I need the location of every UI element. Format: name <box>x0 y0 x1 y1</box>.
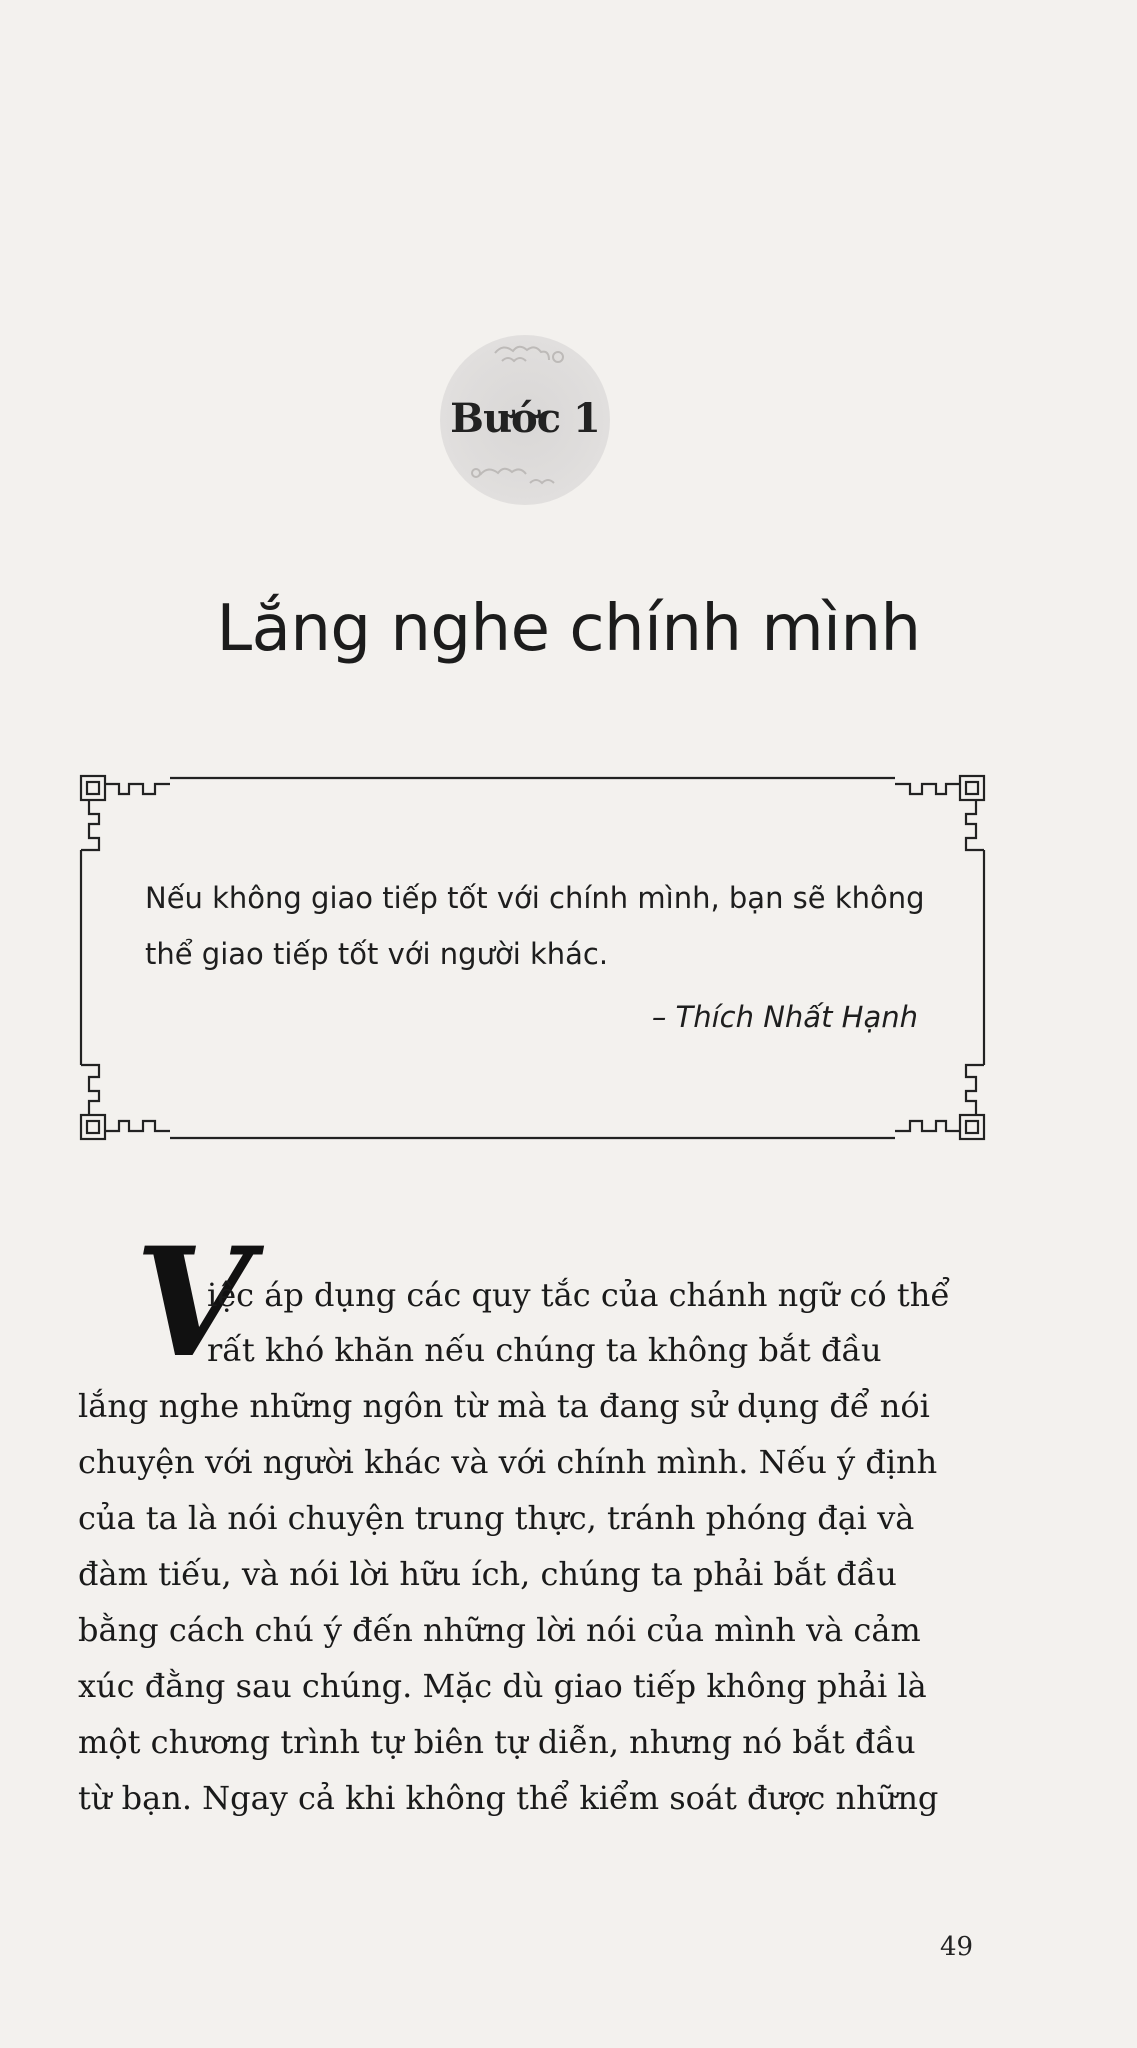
body-line-6: đàm tiếu, và nói lời hữu ích, chúng ta phải bắt đầu <box>78 1555 897 1593</box>
page-number: 49 <box>940 1932 974 1962</box>
body-line-7: bằng cách chú ý đến những lời nói của mình và cảm <box>78 1611 921 1649</box>
drop-cap: V <box>135 1215 252 1391</box>
step-badge <box>440 335 610 505</box>
body-line-9: một chương trình tự biên tự diễn, nhưng nó bắt đầu <box>78 1723 916 1761</box>
body-line-2: rất khó khăn nếu chúng ta không bắt đầu <box>207 1331 882 1369</box>
quote-text: Nếu không giao tiếp tốt với chính mình, bạn sẽ không thể giao tiếp tốt với người khác. <box>145 881 925 971</box>
body-line-8: xúc đằng sau chúng. Mặc dù giao tiếp không phải là <box>78 1667 927 1705</box>
chapter-title: Lắng nghe chính mình <box>216 592 921 666</box>
body-line-3: lắng nghe những ngôn từ mà ta đang sử dụng để nói <box>78 1387 930 1425</box>
body-line-4: chuyện với người khác và với chính mình. Nếu ý định <box>78 1443 938 1481</box>
quote-author: – Thích Nhất Hạnh <box>651 1000 918 1034</box>
body-line-5: của ta là nói chuyện trung thực, tránh phóng đại và <box>78 1499 915 1537</box>
body-line-1: iệc áp dụng các quy tắc của chánh ngữ có thể <box>207 1276 950 1314</box>
body-line-10: từ bạn. Ngay cả khi không thể kiểm soát được những <box>78 1779 939 1817</box>
step-label: Bước 1 <box>450 395 600 442</box>
